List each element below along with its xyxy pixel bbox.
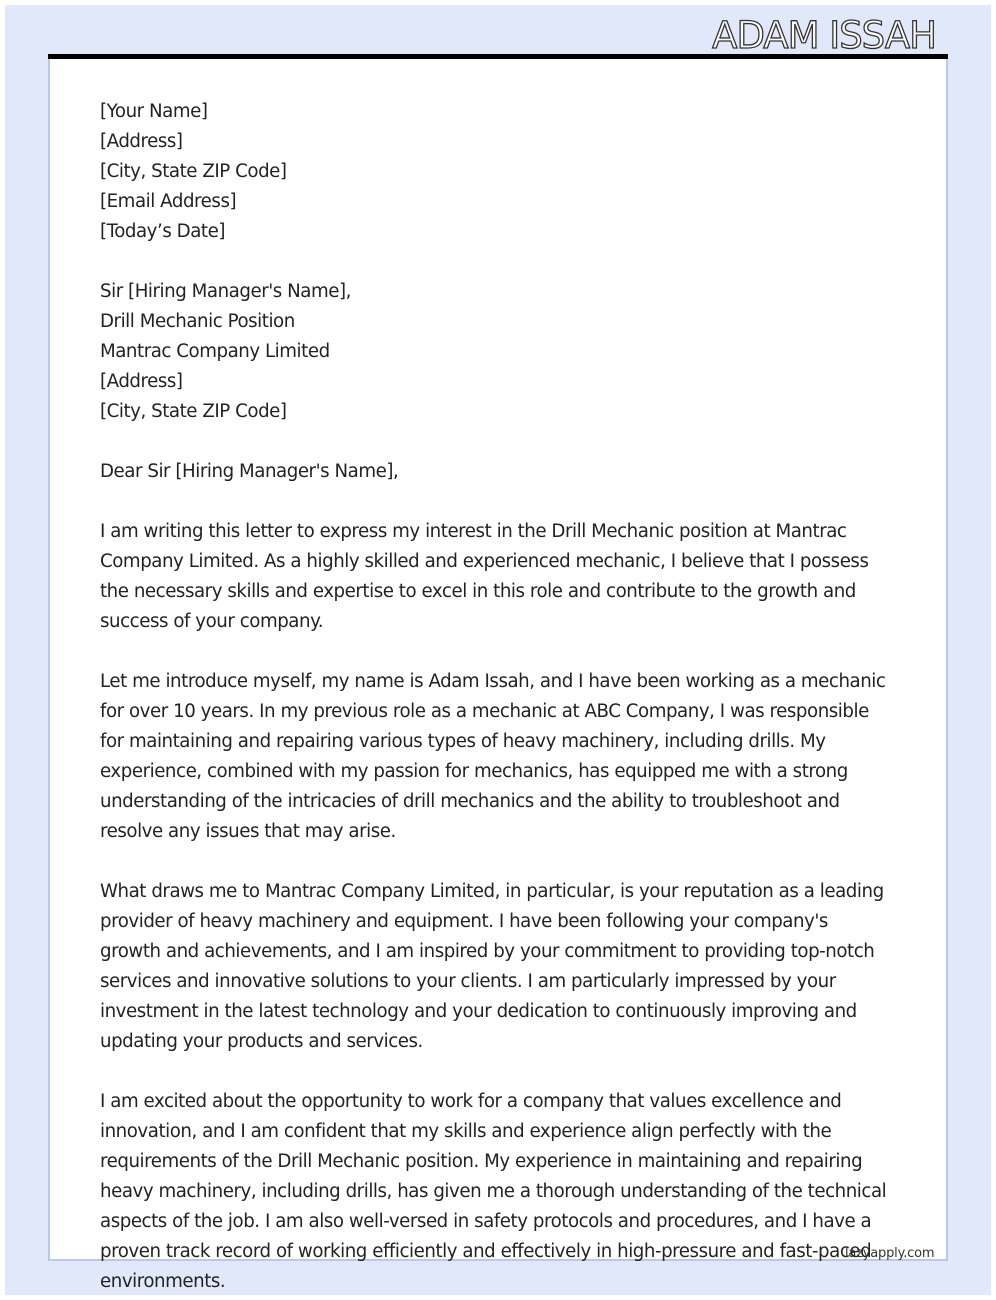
- sender-city-state-zip: [City, State ZIP Code]: [100, 161, 287, 182]
- paragraph-line: services and innovative solutions to your clients. I am particularly impressed by your: [100, 971, 836, 992]
- paragraph-line: environments.: [100, 1271, 226, 1292]
- paragraph-1: [100, 517, 900, 637]
- paragraph-line: I am writing this letter to express my interest in the Drill Mechanic position at Mantrac: [100, 521, 847, 542]
- sender-address: [Address]: [100, 131, 183, 152]
- recipient-line: Sir [Hiring Manager's Name],: [100, 281, 351, 302]
- paragraph-2: [100, 667, 900, 847]
- recipient-position: Drill Mechanic Position: [100, 311, 295, 332]
- paragraph-4: [100, 1087, 900, 1297]
- paragraph-line: What draws me to Mantrac Company Limited, in particular, is your reputation as a leading: [100, 881, 884, 902]
- paragraph-line: aspects of the job. I am also well-versed in safety protocols and procedures, and I have a: [100, 1211, 872, 1232]
- recipient-address: [Address]: [100, 371, 183, 392]
- sender-block: [100, 97, 900, 247]
- sender-email: [Email Address]: [100, 191, 237, 212]
- paragraph-line: growth and achievements, and I am inspired by your commitment to providing top-notch: [100, 941, 875, 962]
- paragraph-line: investment in the latest technology and your dedication to continuously improving and: [100, 1001, 857, 1022]
- paragraph-line: success of your company.: [100, 611, 324, 632]
- watermark: lazyapply.com: [845, 1246, 935, 1261]
- letter-body: [100, 97, 900, 1297]
- paragraph-line: for maintaining and repairing various types of heavy machinery, including drills. My: [100, 731, 826, 752]
- paragraph-line: experience, combined with my passion for mechanics, has equipped me with a strong: [100, 761, 848, 782]
- sender-name: [Your Name]: [100, 101, 208, 122]
- paragraph-3: [100, 877, 900, 1057]
- paragraph-line: innovation, and I am confident that my skills and experience align perfectly with the: [100, 1121, 832, 1142]
- paragraph-line: proven track record of working efficiently and effectively in high-pressure and fast-paced: [100, 1241, 872, 1262]
- paragraph-line: understanding of the intricacies of drill mechanics and the ability to troubleshoot and: [100, 791, 840, 812]
- paragraph-line: for over 10 years. In my previous role as a mechanic at ABC Company, I was responsible: [100, 701, 869, 722]
- paragraph-line: provider of heavy machinery and equipment. I have been following your company's: [100, 911, 828, 932]
- recipient-city-state-zip: [City, State ZIP Code]: [100, 401, 287, 422]
- paragraph-line: resolve any issues that may arise.: [100, 821, 396, 842]
- paragraph-line: Let me introduce myself, my name is Adam Issah, and I have been working as a mechanic: [100, 671, 886, 692]
- paragraph-line: requirements of the Drill Mechanic position. My experience in maintaining and repairing: [100, 1151, 863, 1172]
- header-name: ADAM ISSAH: [712, 14, 936, 57]
- paragraph-line: Company Limited. As a highly skilled and experienced mechanic, I believe that I possess: [100, 551, 869, 572]
- paragraph-line: I am excited about the opportunity to work for a company that values excellence and: [100, 1091, 842, 1112]
- paragraph-line: heavy machinery, including drills, has given me a thorough understanding of the technical: [100, 1181, 887, 1202]
- paragraph-line: the necessary skills and expertise to excel in this role and contribute to the growth and: [100, 581, 856, 602]
- recipient-block: [100, 277, 900, 427]
- recipient-company: Mantrac Company Limited: [100, 341, 330, 362]
- salutation: Dear Sir [Hiring Manager's Name],: [100, 461, 399, 482]
- sender-date: [Today’s Date]: [100, 221, 225, 242]
- paragraph-line: updating your products and services.: [100, 1031, 423, 1052]
